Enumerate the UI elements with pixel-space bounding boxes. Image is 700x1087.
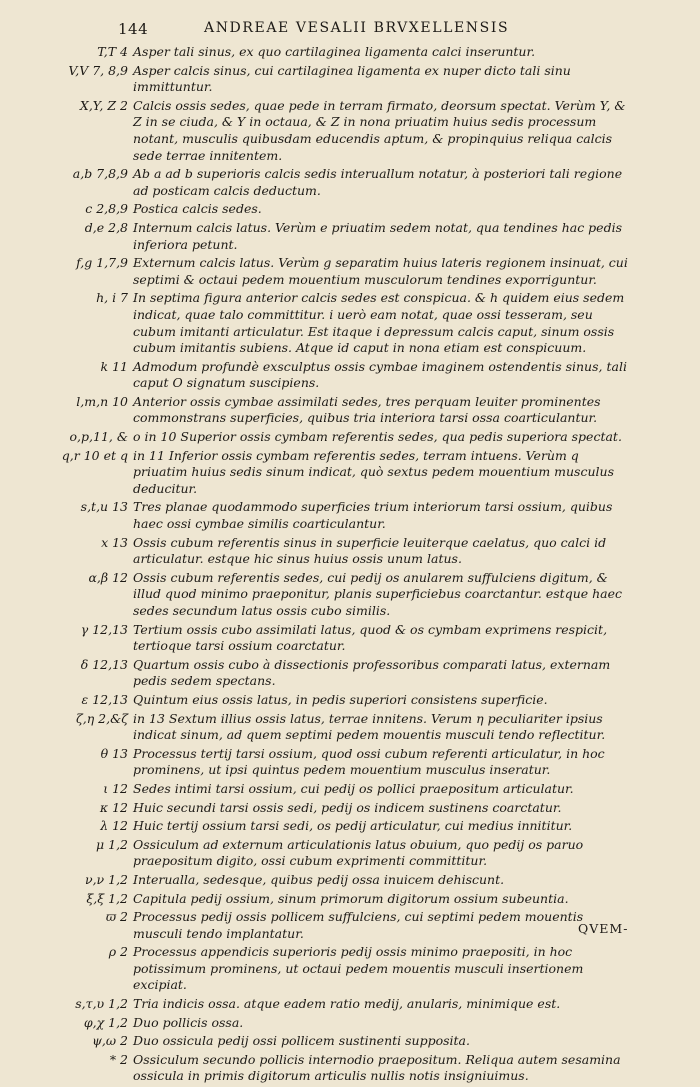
legend-ref: ν,ν 1,2: [84, 871, 128, 887]
legend-text: In septima figura anterior calcis sedes est conspicua. & h quidem eius sedem indicat, quae talo committitur. i uerò eam notat, quae ossi tesseram, seu cubum imitanti articulatur. Est itaque i depressum calcis caput, sinum ossis cubum imitantis subiens. Atque id caput in nona etiam est conspicuum.: [133, 290, 625, 356]
legend-ref: d,e 2,8: [84, 219, 128, 235]
legend-ref: q,r 10 et q: [61, 447, 128, 463]
legend-text: Tertium ossis cubo assimilati latus, quod & os cymbam exprimens respicit, tertioque tarsi ossium coarctatur.: [133, 621, 608, 654]
legend-entry: [0, 746, 700, 779]
legend-ref: s,t,u 13: [80, 499, 128, 515]
legend-text: Duo pollicis ossa.: [133, 1014, 244, 1030]
legend-text: Asper tali sinus, ex quo cartilaginea ligamenta calci inseruntur.: [133, 44, 536, 59]
legend-text: Ossis cubum referentis sedes, cui pedij os anularem suffulciens digitum, & illud quod minimo praeponitur, planis superficiebus coarctantur. estque haec sedes secundum latus ossis cubo similis.: [133, 569, 623, 618]
legend-ref: x 13: [101, 534, 128, 550]
legend-entry: [0, 781, 700, 798]
legend-ref: ζ,η 2,&ζ: [75, 710, 128, 726]
legend-text: Tres planae quodammodo superficies trium interiorum tarsi ossium, quibus haec ossi cymbae similis coarticulantur.: [133, 499, 613, 532]
legend-entry: [0, 657, 700, 690]
legend-text: Asper calcis sinus, cui cartilaginea ligamenta ex nuper dicto tali sinu immittuntur.: [133, 62, 571, 95]
legend-text: Tria indicis ossa. atque eadem ratio medij, anularis, minimique est.: [133, 996, 561, 1012]
legend-entry: [0, 891, 700, 908]
legend-text: Anterior ossis cymbae assimilati sedes, tres perquam leuiter prominentes commonstrans superficies, quibus tria interiora tarsi ossa coarticulantur.: [133, 393, 601, 426]
running-header: [118, 20, 548, 42]
legend-ref: a,b 7,8,9: [72, 166, 128, 182]
legend-entry: [0, 44, 700, 61]
legend-ref: ξ,ξ 1,2: [86, 890, 128, 906]
legend-entry: [0, 166, 700, 199]
legend-ref: T,T 4: [97, 44, 128, 59]
legend-entry: [0, 818, 700, 835]
legend-ref: ι 12: [103, 780, 128, 796]
legend-text: Postica calcis sedes.: [133, 201, 262, 217]
legend-text: Huic tertij ossium tarsi sedi, os pedij articulatur, cui medius innititur.: [133, 818, 573, 834]
legend-text: Quintum eius ossis latus, in pedis superiori consistens superficie.: [133, 691, 548, 707]
legend-ref: X,Y, Z 2: [79, 97, 128, 113]
legend-entry: [0, 220, 700, 253]
page-number: 144: [118, 20, 149, 38]
legend-text: Admodum profundè exsculptus ossis cymbae imaginem ostendentis sinus, tali caput O signatum suscipiens.: [133, 358, 627, 391]
legend-entry: [0, 800, 700, 817]
legend-text: Externum calcis latus. Verùm g separatim huius lateris regionem insinuat, cui septimi & octaui pedem mouentium musculorum tendines exporriguntur.: [133, 255, 628, 287]
legend-entry: [0, 570, 700, 620]
legend-text: Interualla, sedesque, quibus pedij ossa inuicem dehiscunt.: [133, 871, 505, 887]
legend-ref: α,β 12: [88, 569, 128, 585]
legend-entry: [0, 1052, 700, 1085]
legend-ref: γ 12,13: [80, 621, 128, 637]
legend-entry: [0, 837, 700, 870]
legend-ref: θ 13: [100, 745, 128, 761]
legend-ref: ρ 2: [108, 944, 128, 960]
legend-entry: [0, 711, 700, 744]
legend-ref: o,p,11, &: [69, 429, 128, 445]
catchword: QVEM-: [578, 921, 629, 936]
legend-ref: μ 1,2: [96, 836, 128, 852]
legend-entry: [0, 98, 700, 164]
legend-entry: [0, 535, 700, 568]
legend-ref: l,m,n 10: [76, 393, 128, 409]
legend-text: Capitula pedij ossium, sinum primorum digitorum ossium subeuntia.: [133, 890, 569, 906]
legend-text: Ossis cubum referentis sinus in superficie leuiterque caelatus, quo calci id articulatur. estque hic sinus huius ossis unum latus.: [133, 534, 607, 567]
legend-text: Ab a ad b superioris calcis sedis interuallum notatur, à posteriori tali regione ad posticam calcis deductum.: [133, 166, 623, 198]
legend-entry: [0, 622, 700, 655]
legend-entry: [0, 201, 700, 218]
legend-text: in 13 Sextum illius ossis latus, terrae innitens. Verum η peculiariter ipsius indicat sinum, ad quem septimi pedem mouentis musculi tendo reflectitur.: [133, 710, 606, 743]
legend-ref: k 11: [100, 358, 128, 374]
legend-ref: λ 12: [100, 818, 128, 834]
legend-entry: [0, 692, 700, 709]
legend-ref: s,τ,υ 1,2: [75, 996, 128, 1012]
legend-ref: κ 12: [99, 799, 128, 815]
legend-entry: [0, 63, 700, 96]
legend-text: Ossiculum ad externum articulationis latus obuium, quo pedij os paruo praepositum digito, ossi cubum exprimenti committitur.: [133, 836, 584, 869]
legend-entry: [0, 429, 700, 446]
legend-ref: ψ,ω 2: [92, 1033, 128, 1049]
legend-ref: h, i 7: [96, 290, 128, 306]
legend-ref: δ 12,13: [80, 656, 128, 672]
legend-entry: [0, 1033, 700, 1050]
legend-text: Quartum ossis cubo à dissectionis professoribus comparati latus, externam pedis sedem spectans.: [133, 656, 611, 689]
legend-entry: [0, 1015, 700, 1032]
legend-text: Calcis ossis sedes, quae pede in terram firmato, deorsum spectat. Verùm Y, & Z in se ciuda, & Y in octaua, & Z in nona priuatim huius sedis processum notant, musculis quibusdam educendis aptum, & propinquius reliqua calcis sede terrae innitentem.: [133, 97, 626, 163]
legend-text: in 11 Inferior ossis cymbam referentis sedes, terram intuens. Verùm q priuatim huius sedis sinum indicat, quò sextus pedem mouentium musculus deducitur.: [133, 447, 614, 496]
legend-text: Duo ossicula pedij ossi pollicem sustinenti supposita.: [133, 1033, 470, 1049]
legend-text: Processus tertij tarsi ossium, quod ossi cubum referenti articulatur, in hoc prominens, ut ipsi quintus pedem mouentium musculus inseratur.: [133, 745, 605, 778]
legend-entry: [0, 996, 700, 1013]
legend-text: Sedes intimi tarsi ossium, cui pedij os pollici praepositum articulatur.: [133, 780, 574, 796]
legend-ref: ε 12,13: [81, 691, 128, 707]
legend-ref: f,g 1,7,9: [76, 255, 128, 271]
legend-text: Huic secundi tarsi ossis sedi, pedij os indicem sustinens coarctatur.: [133, 799, 562, 815]
legend-entry: [0, 872, 700, 889]
legend-text: Internum calcis latus. Verùm e priuatim sedem notat, qua tendines hac pedis inferiora petunt.: [133, 219, 622, 252]
legend-ref: c 2,8,9: [85, 201, 128, 217]
legend-entry: [0, 448, 700, 498]
legend-entry: [0, 499, 700, 532]
legend-ref: V,V 7, 8,9: [68, 62, 128, 78]
legend-entry: [0, 255, 700, 288]
legend-ref: ϖ 2: [105, 909, 128, 925]
legend-entry: [0, 944, 700, 994]
legend-entry: [0, 290, 700, 356]
legend-ref: * 2: [109, 1051, 128, 1067]
legend-text: Processus appendicis superioris pedij ossis minimo praepositi, in hoc potissimum prominens, ut octaui pedem mouentis musculi insertionem excipiat.: [133, 944, 584, 993]
legend-entry: [0, 359, 700, 392]
legend-ref: φ,χ 1,2: [83, 1014, 128, 1030]
legend-text: Processus pedij ossis pollicem suffulciens, cui septimi pedem mouentis musculi tendo implantatur.: [133, 909, 584, 941]
legend-text: Ossiculum secundo pollicis internodio praepositum. Reliqua autem sesamina ossicula in primis digitorum articulis nullis notis insigniuimus.: [133, 1051, 621, 1084]
running-title: ANDREAE VESALII BRVXELLENSIS: [204, 20, 510, 36]
legend-text: o in 10 Superior ossis cymbam referentis sedes, qua pedis superiora spectat.: [133, 429, 622, 445]
legend-entry: [0, 394, 700, 427]
